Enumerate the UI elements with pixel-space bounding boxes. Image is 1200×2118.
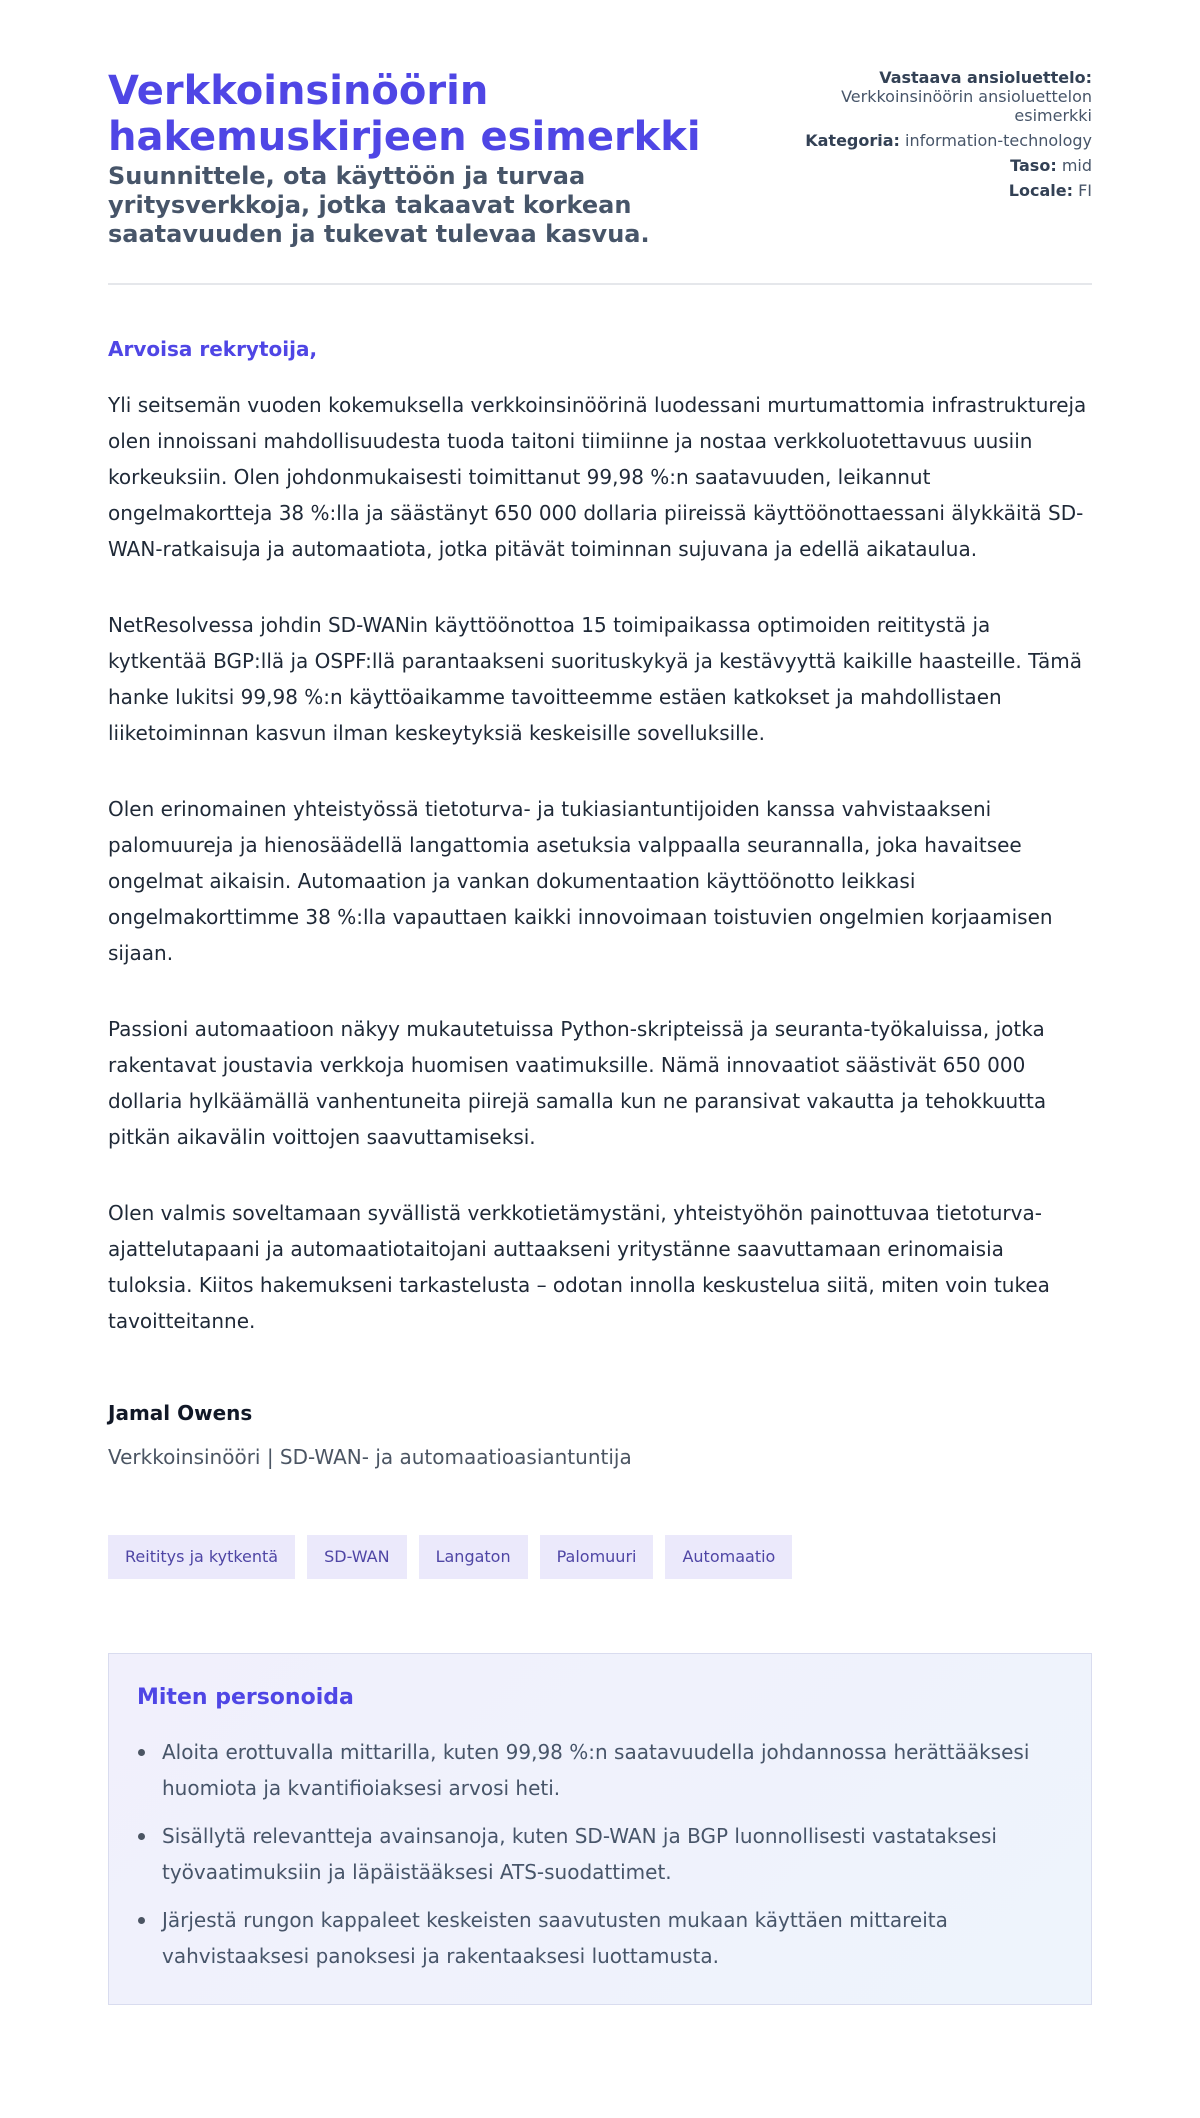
tips-item (137, 1902, 1063, 1974)
tips-item (137, 1818, 1063, 1890)
letter-paragraph: Yli seitsemän vuoden kokemuksella verkkoinsinöörinä luodessani murtumattomia infrastruktureja olen innoissani mahdollisuudesta tuoda taitoni tiimiinne ja nostaa verkkoluotettavuus uusiin korkeuksiin. Olen johdonmukaisesti toimittanut 99,98 %:n saatavuuden, leikannut ongelmakortteja 38 %:lla ja säästänyt 650 000 dollaria piireissä käyttöönottaessani älykkäitä SD-WAN-ratkaisuja ja automaatiota, jotka pitävät toiminnan sujuvana ja edellä aikataulua. (108, 393, 1087, 561)
page-subtitle: Suunnittele, ota käyttöön ja turvaa yritysverkkoja, jotka takaavat korkean saatavuuden ja tukevat tulevaa kasvua. (108, 162, 650, 248)
meta-value: information-technology (905, 131, 1092, 150)
bullet-icon (138, 1917, 145, 1924)
tips-list (137, 1734, 1063, 1974)
letter-paragraph: Olen erinomainen yhteistyössä tietoturva- ja tukiasiantuntijoiden kanssa vahvistaakseni palomuureja ja hienosäädellä langattomia asetuksia valppaalla seurannalla, joka havaitsee ongelmat aikaisin. Automaation ja vankan dokumentaation käyttöönotto leikkasi ongelmakorttimme 38 %:lla vapauttaen kaikki innovoimaan toistuvien ongelmien korjaamisen sijaan. (108, 797, 1053, 965)
skill-tag: Langaton (419, 1535, 528, 1579)
meta-value: mid (1061, 156, 1092, 175)
meta-label: Vastaava ansioluettelo: (879, 68, 1092, 87)
meta-value: Verkkoinsinöörin ansioluettelon esimerkki (841, 87, 1092, 125)
skill-tag: SD-WAN (307, 1535, 406, 1579)
signature-block (108, 1399, 1092, 1471)
skill-tag: Palomuuri (540, 1535, 654, 1579)
meta-category (792, 131, 1092, 150)
page-title: Verkkoinsinöörin hakemuskirjeen esimerkki (108, 68, 701, 160)
tips-item-text: Aloita erottuvalla mittarilla, kuten 99,98 %:n saatavuudella johdannossa herättääksesi huomiota ja kvantifioiaksesi arvosi heti. (162, 1740, 1030, 1800)
meta-label: Taso: (1010, 156, 1057, 175)
tips-item (137, 1734, 1063, 1806)
skill-tag: Reititys ja kytkentä (108, 1535, 295, 1579)
meta-locale (792, 181, 1092, 200)
meta-label: Locale: (1008, 181, 1073, 200)
page-header (108, 68, 1092, 285)
skill-tags (108, 1535, 1092, 1579)
salutation: Arvoisa rekrytoija, (108, 337, 318, 361)
tips-title: Miten personoida (137, 1685, 354, 1710)
signature-name: Jamal Owens (108, 1401, 253, 1425)
meta-label: Kategoria: (805, 131, 900, 150)
meta-level (792, 156, 1092, 175)
tips-item-text: Sisällytä relevantteja avainsanoja, kuten SD-WAN ja BGP luonnollisesti vastataksesi työvaatimuksiin ja läpäistääksesi ATS-suodattimet. (162, 1824, 997, 1884)
meta-panel (792, 68, 1092, 206)
letter-body (108, 387, 1092, 1339)
meta-value: FI (1078, 181, 1092, 200)
header-titles (108, 68, 728, 249)
personalization-tips (108, 1653, 1092, 2005)
tips-item-text: Järjestä rungon kappaleet keskeisten saavutusten mukaan käyttäen mittareita vahvistaaksesi panoksesi ja rakentaaksesi luottamusta. (162, 1908, 948, 1968)
letter-paragraph: NetResolvessa johdin SD-WANin käyttöönottoa 15 toimipaikassa optimoiden reititystä ja kytkentää BGP:llä ja OSPF:llä parantaakseni suorituskykyä ja kestävyyttä kaikille haasteille. Tämä hanke lukitsi 99,98 %:n käyttöaikamme tavoitteemme estäen katkokset ja mahdollistaen liiketoiminnan kasvun ilman keskeytyksiä keskeisille sovelluksille. (108, 613, 1082, 745)
skill-tag: Automaatio (665, 1535, 792, 1579)
bullet-icon (138, 1749, 145, 1756)
meta-related-resume (792, 68, 1092, 125)
letter-paragraph: Passioni automaatioon näkyy mukautetuissa Python-skripteissä ja seuranta-työkaluissa, jotka rakentavat joustavia verkkoja huomisen vaatimuksille. Nämä innovaatiot säästivät 650 000 dollaria hylkäämällä vanhentuneita piirejä samalla kun ne paransivat vakautta ja tehokkuutta pitkän aikavälin voittojen saavuttamiseksi. (108, 1017, 1047, 1149)
signature-title: Verkkoinsinööri | SD-WAN- ja automaatioasiantuntija (108, 1445, 632, 1469)
letter-paragraph: Olen valmis soveltamaan syvällistä verkkotietämystäni, yhteistyöhön painottuvaa tietoturva-ajattelutapaani ja automaatiotaitojani auttaakseni yritystänne saavuttamaan erinomaisia tuloksia. Kiitos hakemukseni tarkastelusta – odotan innolla keskustelua siitä, miten voin tukea tavoitteitanne. (108, 1201, 1050, 1333)
bullet-icon (138, 1833, 145, 1840)
